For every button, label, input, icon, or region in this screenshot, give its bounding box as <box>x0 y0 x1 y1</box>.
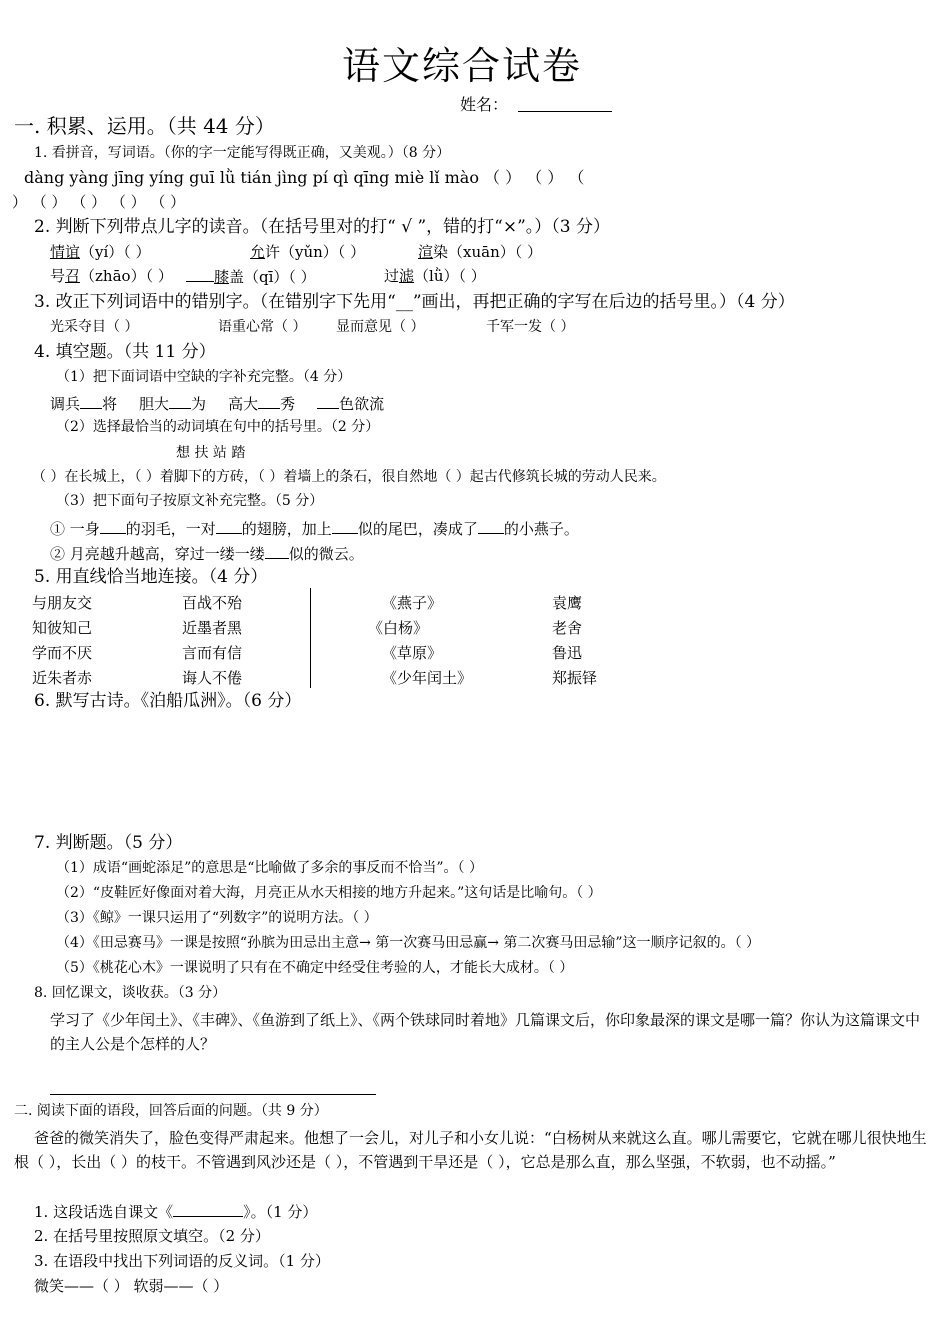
q4-word: 色欲流 <box>339 395 385 413</box>
fill-blank[interactable] <box>169 393 191 409</box>
q4-part2-prompt: （2）选择最恰当的动词填在句中的括号里。（2 分） <box>56 419 380 435</box>
text-segment: 的羽毛，一对 <box>125 520 216 538</box>
match-left-item[interactable]: 知彼知己 <box>32 619 93 637</box>
q8-text: 学习了《少年闰土》、《丰碑》、《鱼游到了纸上》、《两个铁球同时着地》几篇课文后，你印象最深的课文是哪一篇？你认为这篇课文中的主人公是个怎样的人？ <box>50 1011 921 1053</box>
name-input-line[interactable] <box>518 111 612 112</box>
section2-heading: 二. 阅读下面的语段，回答后面的问题。（共 9 分） <box>14 1103 328 1119</box>
match-author-item[interactable]: 郑振铎 <box>552 669 598 687</box>
match-book-item[interactable]: 《白杨》 <box>368 619 429 637</box>
fill-blank[interactable] <box>317 393 339 409</box>
s2-q3: 3. 在语段中找出下列词语的反义词。（1 分） <box>34 1252 330 1270</box>
match-author-item[interactable]: 鲁迅 <box>552 644 583 662</box>
q4-word: 调兵 <box>50 395 81 413</box>
q2-item-rest: （yí）（ ） <box>80 243 151 261</box>
match-author-item[interactable]: 老舍 <box>552 619 583 637</box>
q2-item[interactable]: 号召（zhāo）（ ） <box>50 267 173 285</box>
q4-part3-sentence2[interactable] <box>50 543 364 564</box>
q1-pinyin-row: dàng yàng jīng yíng guī lǜ tián jìng pí qì qīng miè lǐ mào （ ） （ ） （ <box>24 168 585 187</box>
fill-blank[interactable] <box>80 393 102 409</box>
match-book-item[interactable]: 《燕子》 <box>382 594 443 612</box>
match-book-item[interactable]: 《草原》 <box>382 644 443 662</box>
q4-prompt: 4. 填空题。（共 11 分） <box>34 342 216 362</box>
q7-prompt: 7. 判断题。（5 分） <box>34 833 183 853</box>
q1-brackets-row[interactable]: ） （ ） （ ） （ ） （ ） <box>12 193 186 211</box>
q3-item[interactable]: 语重心常（ ） <box>218 319 307 335</box>
q2-item[interactable]: 渲染（xuān）（ ） <box>418 243 543 261</box>
match-book-item[interactable]: 《少年闰土》 <box>382 669 473 687</box>
q6-answer-area[interactable] <box>34 716 914 826</box>
q4-part3-prompt: （3）把下面句子按原文补充完整。（5 分） <box>56 493 324 509</box>
text-segment: 的翅膀，加上 <box>241 520 332 538</box>
q2-item[interactable]: 允许（yǔn）（ ） <box>250 243 366 261</box>
s2-q2: 2. 在括号里按照原文填空。（2 分） <box>34 1227 270 1245</box>
q2-item[interactable]: 膝盖（qī）（ ） <box>186 266 316 287</box>
q4-word: 秀 <box>280 395 296 413</box>
page-title: 语文综合试卷 <box>342 44 583 88</box>
fill-blank[interactable] <box>100 518 126 534</box>
text-segment: 似的微云。 <box>288 545 364 563</box>
match-left-item[interactable]: 学而不厌 <box>32 644 93 662</box>
match-author-item[interactable]: 袁鹰 <box>552 594 583 612</box>
q4-verb-choices: 想 扶 站 踏 <box>176 445 246 461</box>
match-left-item[interactable]: 近朱者赤 <box>32 669 93 687</box>
match-right-item[interactable]: 百战不殆 <box>182 594 243 612</box>
q7-item[interactable]: （2）“皮鞋匠好像面对着大海，月亮正从水天相接的地方升起来。”这句话是比喻句。（ ） <box>56 885 602 901</box>
q3-item[interactable]: 千军一发（ ） <box>486 319 575 335</box>
s2-q1-text: 》。（1 分） <box>243 1203 318 1221</box>
section1-heading: 一. 积累、运用。（共 44 分） <box>14 114 275 138</box>
q4-word: 胆大 <box>139 395 170 413</box>
s2-q1[interactable] <box>34 1201 317 1222</box>
match-left-item[interactable]: 与朋友交 <box>32 594 93 612</box>
q7-item[interactable]: （1）成语“画蛇添足”的意思是“比喻做了多余的事反而不恰当”。（ ） <box>56 860 483 876</box>
text-segment: ② 月亮越升越高，穿过一缕一缕 <box>50 545 265 563</box>
fill-blank[interactable] <box>216 518 242 534</box>
q5-prompt: 5. 用直线恰当地连接。（4 分） <box>34 567 268 587</box>
q7-item[interactable]: （4）《田忌赛马》一课是按照“孙膑为田忌出主意→ 第一次赛马田忌赢→ 第二次赛马田忌输”这一顺序记叙的。（ ） <box>56 935 761 951</box>
s2-antonyms[interactable]: 微笑——（ ） 软弱——（ ） <box>34 1277 229 1295</box>
q2-prompt: 2. 判断下列带点儿字的读音。（在括号里对的打“ √ ”，错的打“×”。）（3 分） <box>34 217 610 237</box>
q7-item[interactable]: （5）《桃花心木》一课说明了只有在不确定中经受住考验的人，才能长大成材。（ ） <box>56 960 574 976</box>
match-right-item[interactable]: 诲人不倦 <box>182 669 243 687</box>
q4-word: 为 <box>191 395 207 413</box>
text-segment: 的小燕子。 <box>503 520 579 538</box>
q1-prompt: 1. 看拼音，写词语。（你的字一定能写得既正确，又美观。）（8 分） <box>34 145 451 161</box>
q2-item[interactable]: 过滤（lǜ）（ ） <box>384 267 486 285</box>
fill-blank[interactable] <box>258 393 280 409</box>
name-label: 姓名： <box>460 95 509 114</box>
s2-q1-text: 1. 这段话选自课文《 <box>34 1203 174 1221</box>
q4-part1-prompt: （1）把下面词语中空缺的字补充完整。（4 分） <box>56 369 352 385</box>
q4-part1-items[interactable] <box>50 393 384 414</box>
q8-prompt: 8. 回忆课文，谈收获。（3 分） <box>34 985 227 1001</box>
section2-passage: 爸爸的微笑消失了，脸色变得严肃起来。他想了一会儿，对儿子和小女儿说：“白杨树从来就这么直。哪儿需要它，它就在哪儿很快地生根（ ），长出（ ）的枝干。不管遇到风沙还是（ ），不管遇到干旱还是（ ），它总是那么直，那么坚强，不软弱，也不动摇。” <box>14 1129 927 1171</box>
match-right-item[interactable]: 近墨者黑 <box>182 619 243 637</box>
q3-item[interactable]: 光采夺目（ ） <box>50 319 139 335</box>
q6-prompt: 6. 默写古诗。《泊船瓜洲》。（6 分） <box>34 691 302 711</box>
fill-blank[interactable] <box>332 518 358 534</box>
q4-word: 将 <box>102 395 118 413</box>
text-segment: 似的尾巴，凑成了 <box>357 520 478 538</box>
q3-prompt: 3. 改正下列词语中的错别字。（在错别字下先用“__”画出，再把正确的字写在后边的括号里。）（4 分） <box>34 292 795 312</box>
match-right-item[interactable]: 言而有信 <box>182 644 243 662</box>
q4-word: 高大 <box>228 395 259 413</box>
q7-item[interactable]: （3）《鲸》一课只运用了“列数字”的说明方法。（ ） <box>56 910 378 926</box>
fill-blank[interactable] <box>478 518 504 534</box>
q5-divider <box>310 588 311 688</box>
q4-part2-sentence[interactable]: （ ）在长城上，（ ）着脚下的方砖，（ ）着墙上的条石，很自然地（ ）起古代修筑长城的劳动人民来。 <box>32 469 666 485</box>
q4-part3-sentence1[interactable] <box>50 518 579 539</box>
text-segment: ① 一身 <box>50 520 100 538</box>
fill-blank[interactable] <box>265 543 289 559</box>
fill-blank[interactable] <box>173 1201 243 1217</box>
q3-item[interactable]: 显而意见（ ） <box>336 319 425 335</box>
q2-item[interactable]: 情谊（yí）（ ） <box>50 243 151 261</box>
q8-answer-line[interactable] <box>50 1094 376 1095</box>
